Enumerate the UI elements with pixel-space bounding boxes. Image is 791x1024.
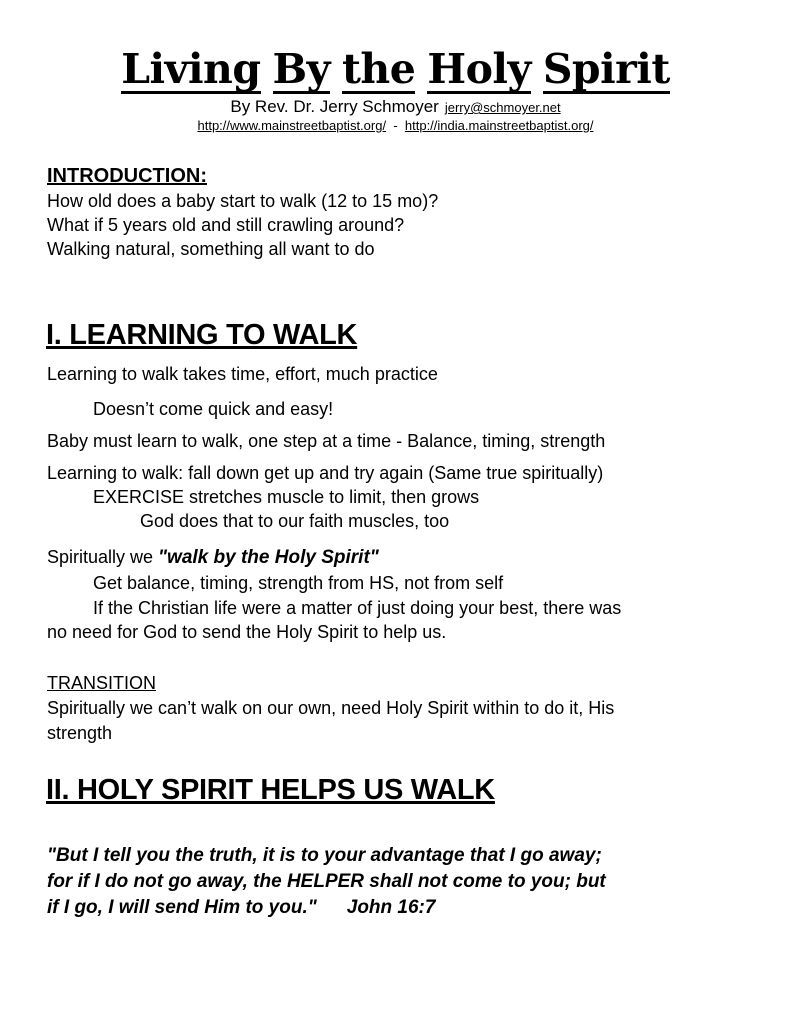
scripture-quote-line: for if I do not go away, the HELPER shall not come to you; but — [47, 871, 606, 892]
byline — [0, 97, 791, 118]
section1-line: God does that to our faith muscles, too — [140, 511, 450, 531]
website-link-india[interactable]: http://india.mainstreetbaptist.org/ — [404, 118, 594, 133]
title-word: By — [272, 45, 330, 93]
section1-line: Learning to walk: fall down get up and try again (Same true spiritually) — [47, 463, 604, 483]
transition-line: Spiritually we can’t walk on our own, need Holy Spirit within to do it, His — [47, 698, 615, 718]
section1-line: no need for God to send the Holy Spirit to help us. — [47, 622, 447, 642]
link-separator: - — [393, 118, 398, 133]
section-heading-holy-spirit-helps: II. HOLY SPIRIT HELPS US WALK — [46, 774, 495, 806]
title-word: Holy — [427, 45, 531, 93]
document-title — [0, 44, 791, 94]
walk-by-spirit-emphasis: "walk by the Holy Spirit" — [158, 547, 379, 568]
section1-line: EXERCISE stretches muscle to limit, then grows — [93, 487, 480, 507]
quote-final-line: if I go, I will send Him to you." — [47, 897, 317, 918]
title-word: Spirit — [542, 45, 670, 93]
section1-line: Learning to walk takes time, effort, much practice — [47, 364, 438, 384]
spiritually-prefix: Spiritually we — [47, 547, 159, 567]
spiritually-line — [47, 546, 379, 569]
section1-line: If the Christian life were a matter of just doing your best, there was — [93, 598, 622, 618]
introduction-heading: INTRODUCTION: — [47, 165, 207, 187]
transition-heading: TRANSITION — [47, 673, 157, 693]
section1-line: Doesn’t come quick and easy! — [93, 399, 334, 419]
section1-line: Baby must learn to walk, one step at a time - Balance, timing, strength — [47, 431, 606, 451]
title-word: the — [341, 45, 416, 93]
intro-line: Walking natural, something all want to do — [47, 239, 375, 259]
scripture-quote-line: "But I tell you the truth, it is to your advantage that I go away; — [47, 845, 602, 866]
intro-line: How old does a baby start to walk (12 to 15 mo)? — [47, 191, 439, 211]
intro-line: What if 5 years old and still crawling around? — [47, 215, 405, 235]
section1-line: Get balance, timing, strength from HS, not from self — [93, 573, 504, 593]
scripture-reference: John 16:7 — [346, 897, 436, 918]
title-word: Living — [121, 45, 261, 93]
website-link-main[interactable]: http://www.mainstreetbaptist.org/ — [197, 118, 387, 133]
transition-line: strength — [47, 723, 113, 743]
scripture-quote-line — [47, 895, 435, 920]
section-heading-learning-to-walk: I. LEARNING TO WALK — [46, 319, 358, 351]
author: By Rev. Dr. Jerry Schmoyer — [230, 97, 439, 116]
website-links — [0, 117, 791, 135]
email-link[interactable]: jerry@schmoyer.net — [444, 100, 561, 115]
